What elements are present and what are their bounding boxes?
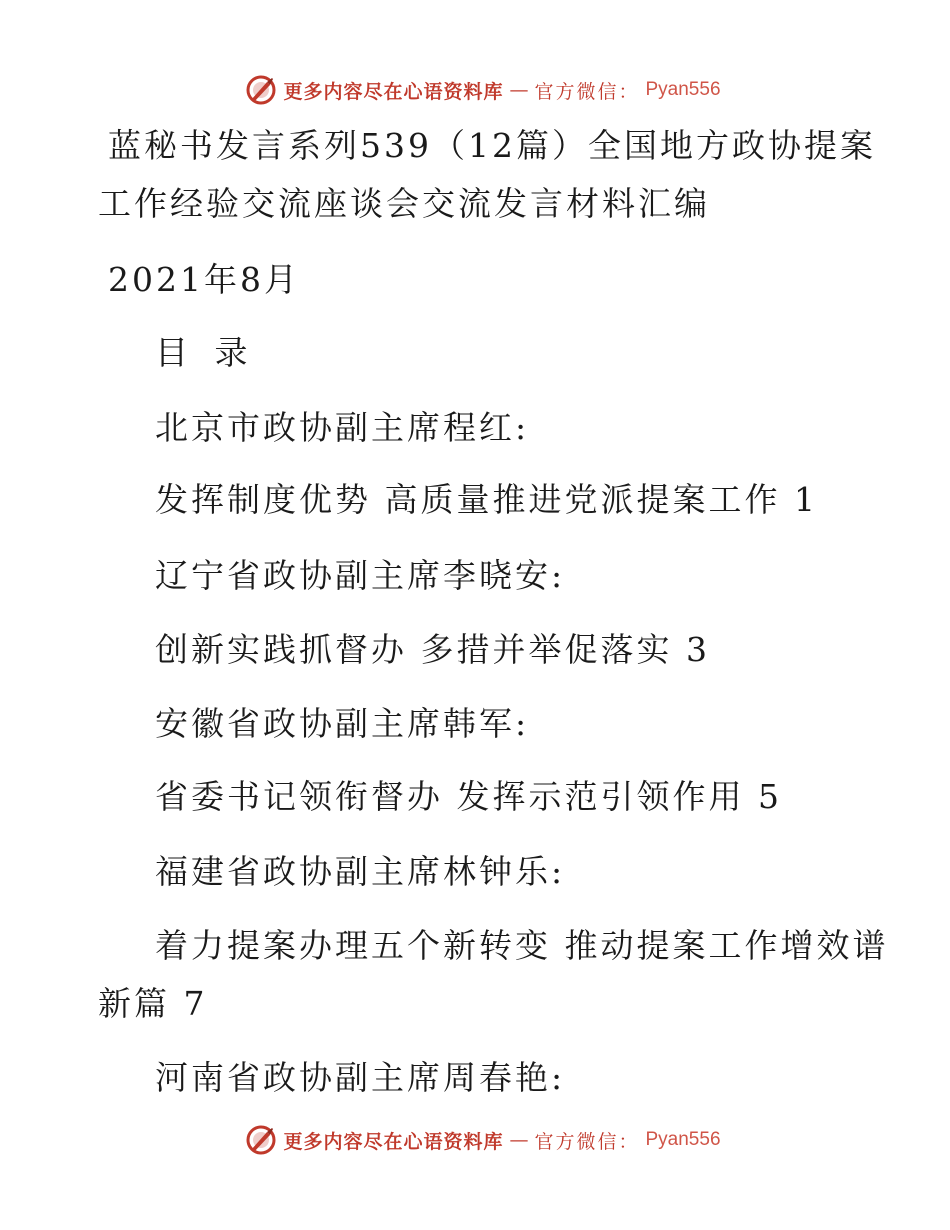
- footer-watermark-banner: [0, 1120, 950, 1160]
- banner-wechat-label: 官方微信：: [534, 1130, 640, 1153]
- quill-logo-icon: [245, 1124, 277, 1156]
- toc-speaker-5: 河南省政协副主席周春艳:: [155, 1058, 566, 1097]
- document-title-line-1: 蓝秘书发言系列539（12篇）全国地方政协提案: [108, 126, 876, 165]
- toc-speaker-3: 安徽省政协副主席韩军:: [155, 704, 530, 743]
- document-title-line-2: 工作经验交流座谈会交流发言材料汇编: [98, 184, 710, 223]
- banner-separator: —: [509, 1129, 529, 1151]
- banner-main-text: 更多内容尽在心语资料库: [283, 80, 504, 103]
- toc-entry-title-4-line-1: 着力提案办理五个新转变 推动提案工作增效谱: [155, 926, 889, 965]
- toc-heading: 目 录: [155, 333, 256, 372]
- banner-wechat-label: 官方微信：: [534, 80, 640, 103]
- banner-wechat-id: Pyan556: [645, 79, 721, 100]
- toc-entry-title-1: 发挥制度优势 高质量推进党派提案工作 1: [155, 480, 818, 519]
- toc-entry-title-3: 省委书记领衔督办 发挥示范引领作用 5: [155, 777, 782, 816]
- toc-speaker-2: 辽宁省政协副主席李晓安:: [155, 556, 566, 595]
- banner-main-text: 更多内容尽在心语资料库: [283, 1130, 504, 1153]
- quill-logo-icon: [245, 74, 277, 106]
- toc-entry-title-2: 创新实践抓督办 多措并举促落实 3: [155, 630, 710, 669]
- document-date: 2021年8月: [108, 260, 300, 299]
- header-watermark-banner: [0, 70, 950, 110]
- banner-wechat-id: Pyan556: [645, 1129, 721, 1150]
- toc-speaker-4: 福建省政协副主席林钟乐:: [155, 852, 566, 891]
- banner-separator: —: [509, 79, 529, 101]
- toc-speaker-1: 北京市政协副主席程红:: [155, 408, 530, 447]
- toc-entry-title-4-line-2: 新篇 7: [98, 984, 208, 1023]
